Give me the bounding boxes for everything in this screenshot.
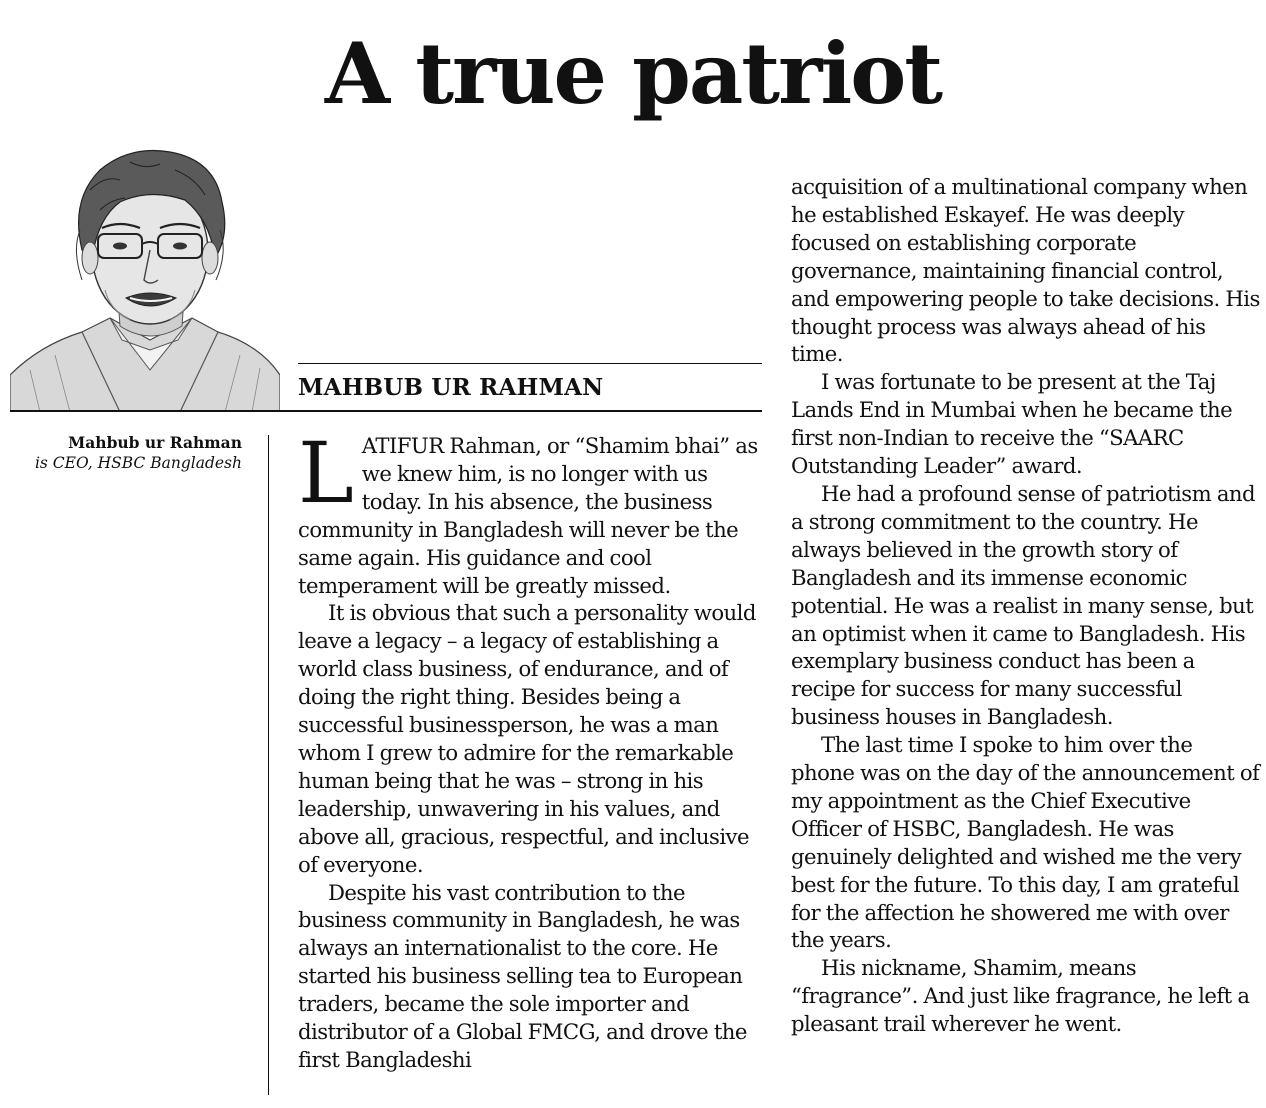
- article-paragraph: I was fortunate to be present at the Taj Lands End in Mumbai when he became the first non-Indian to receive the “SAARC Outstanding Leader” award.: [791, 369, 1233, 479]
- byline-top-rule: [298, 363, 762, 364]
- article-paragraph: The last time I spoke to him over the phone was on the day of the announcement of my appointment as the Chief Executive Officer of HSBC, Bangladesh. He was genuinely delighted and wished me the very best for the future. To this day, I am grateful for the affection he showered me with over the years.: [791, 732, 1260, 953]
- article-column-2: [791, 173, 1261, 1038]
- article-paragraph: [298, 424, 766, 599]
- article-paragraph: It is obvious that such a personality would leave a legacy – a legacy of establishing a world class business, of endurance, and of doing the right thing. Besides being a successful businessperson, he was a man whom I grew to admire for the remarkable human being that he was – strong in his leadership, unwavering in his values, and above all, gracious, respectful, and inclusive of everyone.: [298, 600, 756, 877]
- article-column-1: [298, 424, 766, 1074]
- byline: MAHBUB UR RAHMAN: [298, 374, 604, 401]
- column-divider: [268, 435, 269, 1095]
- article-paragraph: He had a profound sense of patriotism and a strong commitment to the country. He always believed in the growth story of Bangladesh and its immense economic potential. He was a realist in many sense, but an optimist when it came to Bangladesh. His exemplary business conduct has been a recipe for success for many successful business houses in Bangladesh.: [791, 480, 1256, 730]
- paragraph-text: ATIFUR Rahman, or “Shamim bhai” as we knew him, is no longer with us today. In his absence, the business community in Bangladesh will never be the same again. His guidance and cool temperament will be greatly missed.: [298, 433, 758, 598]
- headline: A true patriot: [324, 24, 942, 123]
- article-paragraph: acquisition of a multinational company when he established Eskayef. He was deeply focused on establishing corporate governance, maintaining financial control, and empowering people to take decisions. His thought process was always ahead of his time.: [791, 174, 1260, 367]
- byline-bottom-rule: [10, 410, 762, 412]
- article-paragraph: His nickname, Shamim, means “fragrance”. And just like fragrance, he left a pleasant trail wherever he went.: [791, 955, 1250, 1037]
- drop-cap: L: [298, 424, 354, 522]
- author-portrait-sketch: [10, 140, 280, 412]
- author-bio-name: Mahbub ur Rahman: [68, 433, 242, 452]
- article-paragraph: Despite his vast contribution to the business community in Bangladesh, he was always an internationalist to the core. He started his business selling tea to European traders, became the sole importer and distributor of a Global FMCG, and drove the first Bangladeshi: [298, 879, 747, 1072]
- author-bio-role: is CEO, HSBC Bangladesh: [34, 454, 242, 472]
- author-bio: [20, 432, 242, 474]
